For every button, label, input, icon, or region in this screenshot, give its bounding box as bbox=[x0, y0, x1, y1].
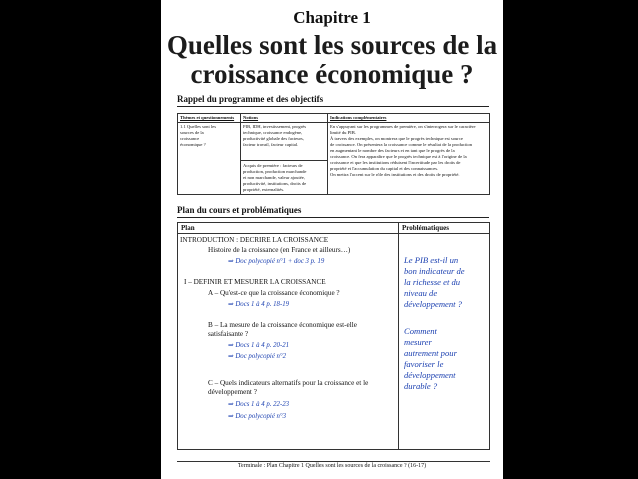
header-indications: Indications complémentaires bbox=[328, 114, 490, 123]
part-a-doc-ref: ⇒ Docs 1 à 4 p. 18-19 bbox=[228, 301, 290, 308]
document-page bbox=[161, 0, 503, 479]
header-themes: Thèmes et questionnements bbox=[178, 114, 241, 123]
part-c-title-2: développement ? bbox=[208, 388, 257, 396]
intro-subtitle: Histoire de la croissance (en France et ailleurs…) bbox=[208, 246, 351, 254]
header-notions: Notions bbox=[241, 114, 328, 123]
program-table bbox=[177, 113, 490, 195]
footer-divider bbox=[177, 461, 490, 462]
page-title bbox=[161, 31, 503, 89]
section-divider bbox=[177, 217, 489, 218]
part-b-doc-ref-1: ⇒ Docs 1 à 4 p. 20-21 bbox=[228, 342, 290, 349]
part-c-doc-ref-2: ⇒ Doc polycopié n°3 bbox=[228, 413, 287, 420]
plan-table bbox=[177, 222, 490, 450]
notions-cell: PIB, IDH, investissement, progrès technique, croissance endogène, productivité globale des facteurs, facteur travail, facteur capital. Acquis de première : facteurs de production, production marchande et non marchande, valeur ajoutée, productivité, institutions, droits de propriété, externalités. bbox=[241, 123, 328, 195]
part-b-title-1: B – La mesure de la croissance économique est-elle bbox=[208, 321, 357, 329]
intro-heading: INTRODUCTION : DECRIRE LA CROISSANCE bbox=[180, 236, 329, 244]
column-divider bbox=[398, 223, 399, 449]
plan-column-header: Plan bbox=[181, 224, 195, 232]
title-line-2: croissance économique ? bbox=[190, 59, 474, 89]
notions-divider bbox=[241, 148, 327, 161]
part-b-doc-ref-2: ⇒ Doc polycopié n°2 bbox=[228, 353, 287, 360]
part-a-title: A – Qu'est-ce que la croissance économique ? bbox=[208, 289, 340, 297]
title-line-1: Quelles sont les sources de la bbox=[166, 30, 498, 60]
section-divider bbox=[177, 106, 489, 107]
problematiques-column-header: Problématiques bbox=[402, 224, 449, 232]
section-plan-title: Plan du cours et problématiques bbox=[177, 205, 302, 215]
indications-cell: En s'appuyant sur les programmes de première, on s'interrogera sur le caractère limité du PIB. À travers des exemples, on montrera que le progrès technique est source de croissance. On présentera la croissance comme le résultat de la production en augmentant le nombre des facteurs et en tant que le progrès de la croissance. On fera apparaître que le progrès technique est à l'origine de la croissance et que les institutions réduisent l'incertitude par les droits de propriété et l'accumulation du capital et des connaissances. On mettra l'accent sur le rôle des institutions et des droits de propriété. bbox=[328, 123, 490, 195]
theme-cell: 1.1 Quelles sont les sources de la croissance économique ? bbox=[178, 123, 241, 195]
page-footer: Terminale : Plan Chapitre 1 Quelles sont les sources de la croissance ? (16-17) bbox=[237, 463, 427, 469]
problematique-2: Comment mesurer autrement pour favoriser le développement durable ? bbox=[404, 326, 457, 391]
intro-doc-ref: ⇒ Doc polycopié n°1 + doc 3 p. 19 bbox=[228, 258, 325, 265]
part-c-title-1: C – Quels indicateurs alternatifs pour la croissance et le bbox=[208, 379, 369, 387]
part-b-title-2: satisfaisante ? bbox=[208, 330, 249, 338]
part-c-doc-ref-1: ⇒ Docs 1 à 4 p. 22-23 bbox=[228, 401, 290, 408]
part1-heading: I – DEFINIR ET MESURER LA CROISSANCE bbox=[184, 278, 326, 286]
problematique-1: Le PIB est-il un bon indicateur de la richesse et du niveau de développement ? bbox=[404, 255, 465, 309]
header-divider bbox=[178, 233, 489, 234]
section-program-title: Rappel du programme et des objectifs bbox=[177, 94, 324, 104]
chapter-label: Chapitre 1 bbox=[293, 8, 371, 27]
